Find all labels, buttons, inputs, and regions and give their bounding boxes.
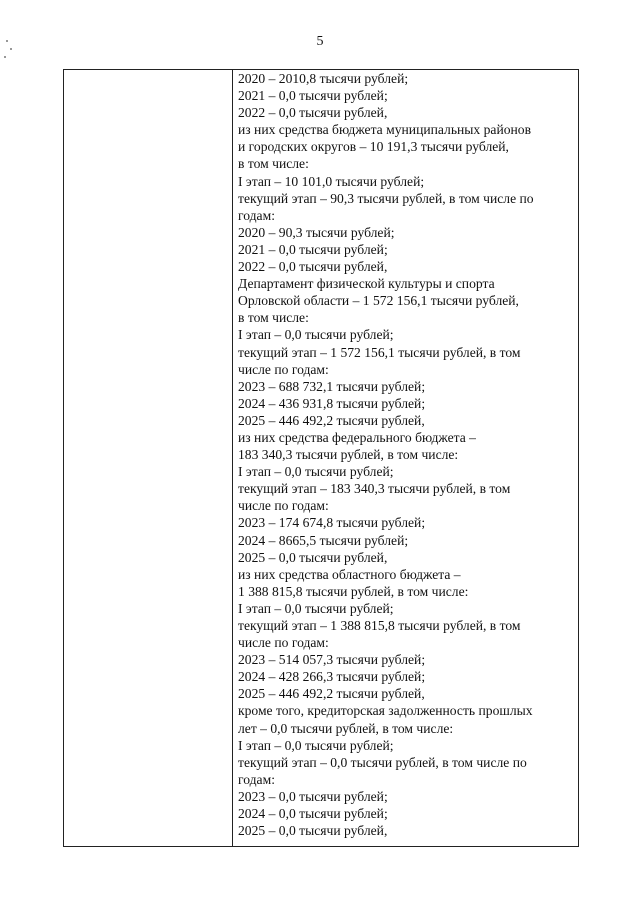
text-line: 183 340,3 тысячи рублей, в том числе: bbox=[238, 447, 459, 463]
text-line: 2024 – 0,0 тысячи рублей; bbox=[238, 806, 388, 822]
text-line: Орловской области – 1 572 156,1 тысячи рублей, bbox=[238, 293, 519, 309]
left-cell bbox=[64, 70, 232, 846]
text-line: I этап – 0,0 тысячи рублей; bbox=[238, 327, 394, 343]
text-line: текущий этап – 90,3 тысячи рублей, в том числе по bbox=[238, 190, 534, 206]
text-line: числе по годам: bbox=[238, 361, 329, 377]
text-line: 2025 – 446 492,2 тысячи рублей, bbox=[238, 686, 425, 702]
text-line: I этап – 0,0 тысячи рублей; bbox=[238, 464, 394, 480]
scan-speck bbox=[4, 56, 6, 58]
text-line: 2020 – 90,3 тысячи рублей; bbox=[238, 224, 395, 240]
text-line: 2023 – 688 732,1 тысячи рублей; bbox=[238, 378, 426, 394]
text-line: 2021 – 0,0 тысячи рублей; bbox=[238, 88, 388, 104]
text-line: в том числе: bbox=[238, 310, 309, 326]
text-line: числе по годам: bbox=[238, 635, 329, 651]
text-line: 2025 – 446 492,2 тысячи рублей, bbox=[238, 412, 425, 428]
column-divider bbox=[232, 70, 233, 846]
text-line: из них средства федерального бюджета – bbox=[238, 429, 476, 445]
text-line: 2024 – 8665,5 тысячи рублей; bbox=[238, 532, 409, 548]
text-line: 2020 – 2010,8 тысячи рублей; bbox=[238, 71, 409, 86]
text-line: 2024 – 436 931,8 тысячи рублей; bbox=[238, 395, 426, 411]
text-line: I этап – 0,0 тысячи рублей; bbox=[238, 737, 394, 753]
text-line: в том числе: bbox=[238, 156, 309, 172]
document-table bbox=[63, 69, 579, 847]
text-line: 1 388 815,8 тысячи рублей, в том числе: bbox=[238, 583, 469, 599]
text-line: текущий этап – 1 388 815,8 тысячи рублей, в том bbox=[238, 618, 521, 633]
right-cell bbox=[238, 70, 572, 839]
text-line: лет – 0,0 тысячи рублей, в том числе: bbox=[238, 720, 454, 736]
text-line: I этап – 10 101,0 тысячи рублей; bbox=[238, 173, 425, 189]
scan-speck bbox=[10, 48, 12, 50]
text-line: 2021 – 0,0 тысячи рублей; bbox=[238, 241, 388, 257]
text-line: 2025 – 0,0 тысячи рублей, bbox=[238, 549, 388, 565]
text-line: 2022 – 0,0 тысячи рублей, bbox=[238, 105, 388, 121]
text-line: числе по годам: bbox=[238, 498, 329, 514]
text-line: текущий этап – 0,0 тысячи рублей, в том числе по bbox=[238, 754, 527, 770]
page-number: 5 bbox=[316, 34, 324, 49]
text-line: из них средства областного бюджета – bbox=[238, 566, 461, 582]
text-line: 2024 – 428 266,3 тысячи рублей; bbox=[238, 669, 426, 685]
text-line: 2023 – 174 674,8 тысячи рублей; bbox=[238, 515, 426, 531]
text-line: 2022 – 0,0 тысячи рублей, bbox=[238, 259, 388, 275]
text-line: 2025 – 0,0 тысячи рублей, bbox=[238, 823, 388, 839]
text-line: Департамент физической культуры и спорта bbox=[238, 276, 495, 292]
text-line: 2023 – 514 057,3 тысячи рублей; bbox=[238, 652, 426, 668]
text-line: I этап – 0,0 тысячи рублей; bbox=[238, 600, 394, 616]
text-line: из них средства бюджета муниципальных районов bbox=[238, 122, 532, 138]
text-line: текущий этап – 183 340,3 тысячи рублей, в том bbox=[238, 481, 511, 497]
text-line: и городских округов – 10 191,3 тысячи рублей, bbox=[238, 139, 509, 155]
text-line: кроме того, кредиторская задолженность прошлых bbox=[238, 703, 533, 719]
text-line: годам: bbox=[238, 771, 275, 787]
text-line: текущий этап – 1 572 156,1 тысячи рублей, в том bbox=[238, 344, 521, 360]
text-line: 2023 – 0,0 тысячи рублей; bbox=[238, 788, 388, 804]
text-line: годам: bbox=[238, 207, 275, 223]
scan-speck bbox=[6, 40, 8, 42]
